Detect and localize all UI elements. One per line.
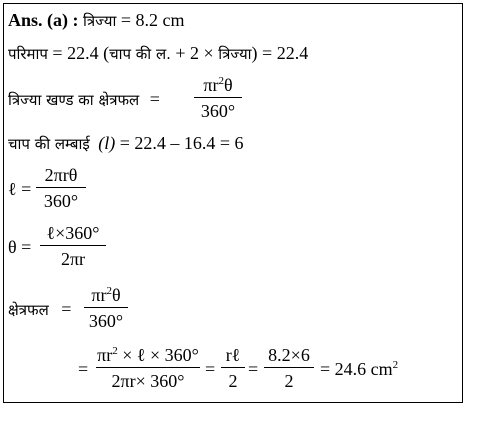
sector-area-line xyxy=(8,88,160,111)
final-eq-2: = xyxy=(205,359,216,379)
area-denominator: 360° xyxy=(88,311,124,331)
arc-length-var: (l) xyxy=(98,133,116,153)
area-fraction xyxy=(84,284,128,332)
arc-length-expr: = 22.4 – 16.4 = 6 xyxy=(119,133,244,153)
area-numerator: $\pi r^2\theta$ xyxy=(91,285,121,305)
radius-term: त्रिज्या xyxy=(218,45,252,63)
arc-formula-numerator: 2πrθ xyxy=(44,165,78,185)
perimeter-line xyxy=(8,42,308,65)
final-eq-1: = xyxy=(78,359,89,379)
perimeter-eq: = 22.4 ( xyxy=(52,43,110,63)
final-fraction-3-denominator: 2 xyxy=(284,371,294,391)
arc-formula-denominator: 360° xyxy=(43,191,79,211)
radius-value: = 8.2 cm xyxy=(120,10,185,30)
final-fraction-1-numerator: $\pi r^2$ × ℓ × 360° xyxy=(97,345,199,365)
final-fraction-3-numerator: 8.2×6 xyxy=(268,345,310,365)
arc-length-line xyxy=(8,132,244,155)
area-line xyxy=(8,298,71,321)
answer-label: Ans. (a) : xyxy=(8,10,79,30)
final-fraction-2-numerator: rℓ xyxy=(225,345,241,365)
sector-area-numerator: $\pi r^2\theta$ xyxy=(203,75,233,95)
arc-length-label: चाप की ल. xyxy=(109,45,171,63)
theta-formula-numerator: ℓ×360° xyxy=(46,223,100,243)
final-fraction-2-denominator: 2 xyxy=(228,371,238,391)
final-fraction-1 xyxy=(96,344,200,392)
final-eq-3: = xyxy=(248,359,259,379)
arc-formula-lhs: ℓ = xyxy=(8,179,32,199)
theta-formula-lhs: θ = xyxy=(8,237,32,257)
area-label: क्षेत्रफल xyxy=(8,301,49,319)
sector-area-fraction xyxy=(194,74,242,122)
arc-formula-fraction xyxy=(36,164,86,212)
perimeter-plus: + 2 × xyxy=(170,43,219,63)
sector-area-denominator: 360° xyxy=(200,101,236,121)
perimeter-label: परिमाप xyxy=(8,45,48,63)
final-result: = 24.6 $cm^2$ xyxy=(320,359,399,379)
arc-length-label-2: चाप की लम्बाई xyxy=(8,135,90,153)
perimeter-result: ) = 22.4 xyxy=(251,43,309,63)
sector-area-eq: = xyxy=(149,89,160,109)
sector-area-label: त्रिज्या खण्ड का क्षेत्रफल xyxy=(8,91,140,109)
radius-label: त्रिज्या xyxy=(83,12,117,30)
theta-formula-denominator: 2πr xyxy=(60,249,86,269)
answer-line xyxy=(8,9,185,32)
final-fraction-1-denominator: 2πr× 360° xyxy=(111,371,185,391)
final-fraction-2 xyxy=(221,344,245,392)
theta-formula-fraction xyxy=(40,222,106,270)
area-eq: = xyxy=(61,299,72,319)
final-fraction-3 xyxy=(264,344,314,392)
